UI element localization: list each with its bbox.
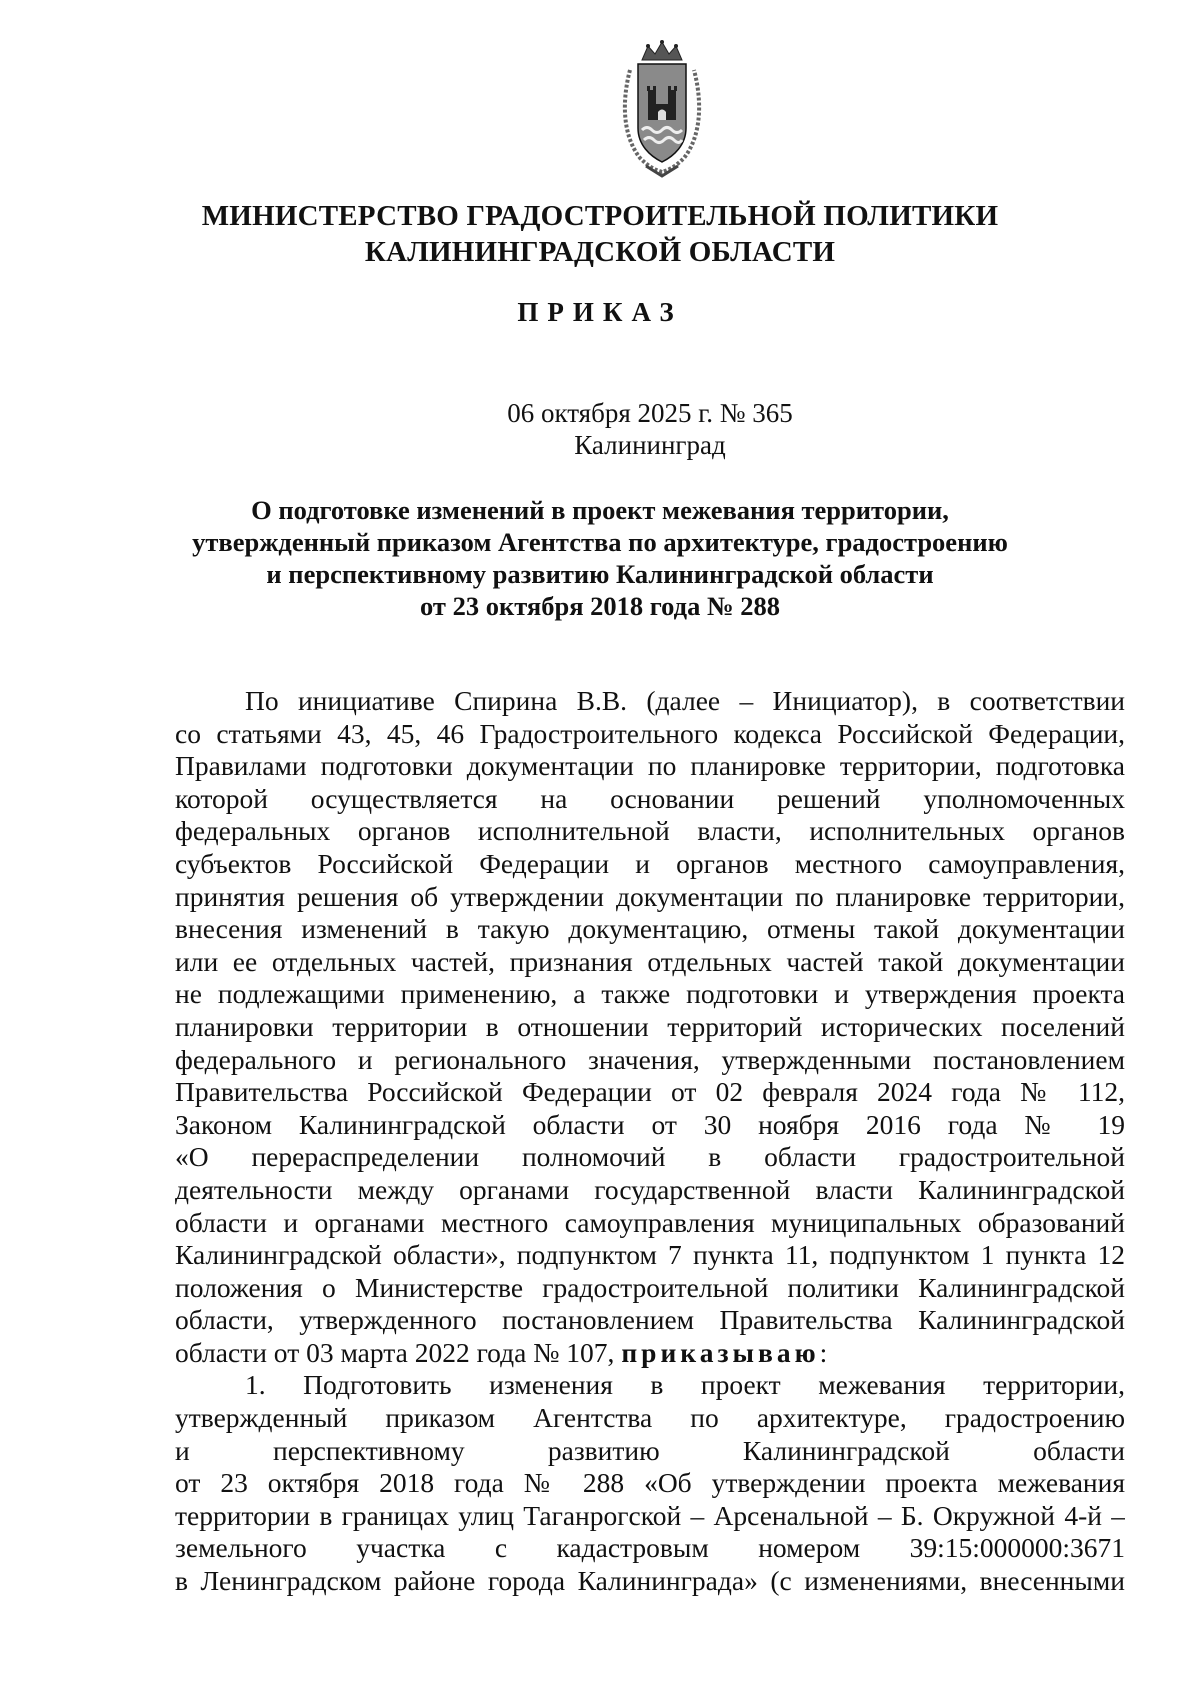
subject-line: О подготовке изменений в проект межевания территории, bbox=[251, 495, 949, 525]
ministry-title-line-2: КАЛИНИНГРАДСКОЙ ОБЛАСТИ bbox=[364, 236, 836, 268]
body-line: Правительства Российской Федерации от 02 февраля 2024 года № 112, bbox=[175, 1076, 1125, 1108]
body-line: федеральных органов исполнительной власти, исполнительных органов bbox=[175, 815, 1125, 847]
coat-of-arms-emblem bbox=[620, 40, 704, 180]
body-line: не подлежащими применению, а также подготовки и утверждения проекта bbox=[175, 978, 1125, 1010]
body-line: субъектов Российской Федерации и органов местного самоуправления, bbox=[175, 847, 1125, 879]
body-line: территории в границах улиц Таганрогской – Арсенальной – Б. Окружной 4-й – bbox=[175, 1499, 1125, 1531]
body-line: По инициативе Спирина В.В. (далее – Инициатор), в соответствии bbox=[245, 685, 1125, 716]
body-line: 1. Подготовить изменения в проект межевания территории, bbox=[245, 1369, 1125, 1401]
body-line-order bbox=[175, 1337, 1125, 1370]
body-line: от 23 октября 2018 года № 288 «Об утверждении проекта межевания bbox=[175, 1467, 1125, 1499]
body-line: внесения изменений в такую документацию, отмены такой документации bbox=[175, 913, 1125, 945]
document-body bbox=[175, 685, 1125, 1598]
body-line: которой осуществляется на основании решений уполномоченных bbox=[175, 782, 1125, 814]
body-line: земельного участка с кадастровым номером 39:15:000000:3671 bbox=[175, 1532, 1125, 1564]
body-line: планировки территории в отношении территорий исторических поселений bbox=[175, 1010, 1125, 1042]
body-line: или ее отдельных частей, признания отдельных частей такой документации bbox=[175, 945, 1125, 977]
body-line: Калининградской области», подпунктом 7 пункта 11, подпунктом 1 пункта 12 bbox=[175, 1239, 1125, 1271]
body-line-text: области от 03 марта 2022 года № 107, bbox=[175, 1336, 615, 1368]
body-line: положения о Министерстве градостроительной политики Калининградской bbox=[175, 1271, 1125, 1303]
body-line: федерального и регионального значения, утвержденными постановлением bbox=[175, 1043, 1125, 1075]
body-line: в Ленинградском районе города Калининграда» (с изменениями, внесенными bbox=[175, 1565, 1125, 1597]
subject-line: утвержденный приказом Агентства по архитектуре, градостроению bbox=[192, 527, 1008, 557]
body-line: области, утвержденного постановлением Правительства Калининградской bbox=[175, 1304, 1125, 1336]
order-word: приказываю bbox=[621, 1336, 820, 1368]
body-line: «О перераспределении полномочий в области градостроительной bbox=[175, 1141, 1125, 1173]
date-and-number: 06 октября 2025 г. № 365 bbox=[507, 398, 793, 428]
subject-line: и перспективному развитию Калининградской области bbox=[266, 559, 934, 589]
document-type: ПРИКАЗ bbox=[517, 297, 683, 327]
body-line: области и органами местного самоуправления муниципальных образований bbox=[175, 1206, 1125, 1238]
body-line: и перспективному развитию Калининградской области bbox=[175, 1434, 1125, 1466]
body-line: деятельности между органами государственной власти Калининградской bbox=[175, 1173, 1125, 1205]
body-line: Правилами подготовки документации по планировке территории, подготовка bbox=[175, 750, 1125, 782]
body-line: Законом Калининградской области от 30 ноября 2016 года № 19 bbox=[175, 1108, 1125, 1140]
body-line: утвержденный приказом Агентства по архитектуре, градостроению bbox=[175, 1402, 1125, 1434]
body-line: принятия решения об утверждении документации по планировке территории, bbox=[175, 880, 1125, 912]
ministry-title-line-1: МИНИСТЕРСТВО ГРАДОСТРОИТЕЛЬНОЙ ПОЛИТИКИ bbox=[201, 200, 999, 232]
document-subject bbox=[0, 494, 1200, 622]
city: Калининград bbox=[574, 430, 726, 460]
order-colon: : bbox=[819, 1336, 828, 1368]
subject-line: от 23 октября 2018 года № 288 bbox=[420, 591, 780, 621]
body-line: со статьями 43, 45, 46 Градостроительного кодекса Российской Федерации, bbox=[175, 717, 1125, 749]
